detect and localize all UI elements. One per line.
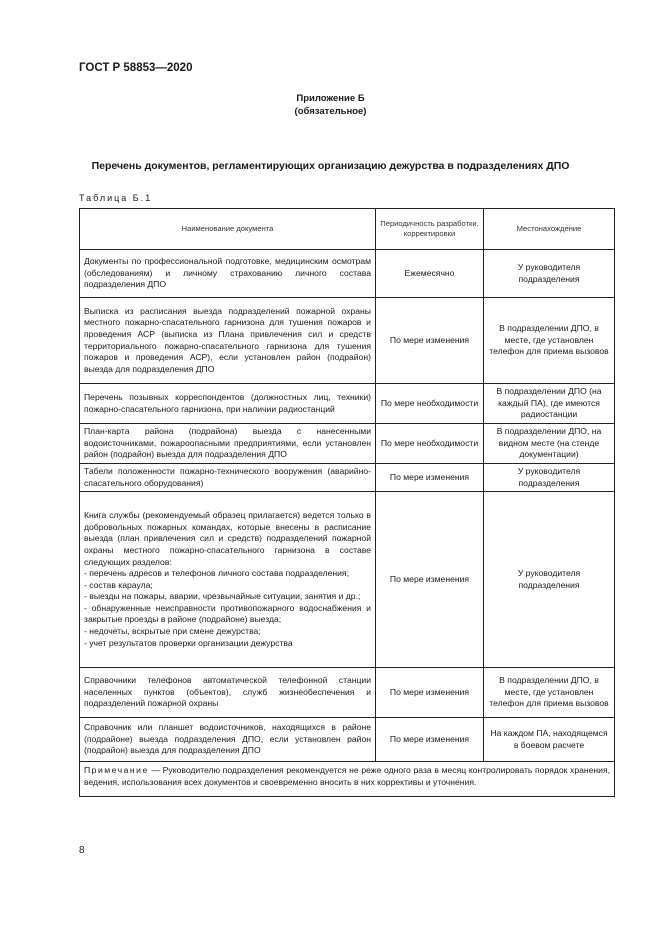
column-header-location: Местонахождение — [484, 209, 615, 250]
period-cell: По мере изменения — [376, 492, 484, 668]
period-cell: По мере необходимости — [376, 424, 484, 464]
location-cell: У руководителя подразделения — [484, 250, 615, 298]
table-row — [80, 492, 615, 668]
table-body — [80, 250, 615, 762]
period-cell: По мере изменения — [376, 668, 484, 718]
location-cell: У руководителя подразделения — [484, 464, 615, 492]
appendix-heading — [0, 92, 661, 118]
period-cell: Ежемесячно — [376, 250, 484, 298]
table-row — [80, 384, 615, 424]
table-label: Таблица Б.1 — [79, 193, 153, 203]
appendix-title: Приложение Б — [296, 93, 365, 104]
note-label: Примечание — [84, 765, 149, 776]
document-name-cell: Перечень позывных корреспондентов (должностных лиц, техники) пожарно-спасательного гарнизона, при наличии радиостанций — [80, 384, 376, 424]
document-title: Перечень документов, регламентирующих организацию дежурства в подразделениях ДПО — [91, 160, 570, 172]
location-cell: В подразделении ДПО, в месте, где установлен телефон для приема вызовов — [484, 668, 615, 718]
table-row — [80, 424, 615, 464]
table-row — [80, 668, 615, 718]
documents-table — [79, 208, 615, 797]
document-name-cell: Справочники телефонов автоматической телефонной станции населенных пунктов (объектов), служб жизнеобеспечения и подразделений пожарной охраны — [80, 668, 376, 718]
column-header-name: Наименование документа — [80, 209, 376, 250]
table-header-row — [80, 209, 615, 250]
period-cell: По мере изменения — [376, 298, 484, 384]
document-name-cell: План-карта района (подрайона) выезда с нанесенными водоисточниками, пожароопасными предприятиями, если установлен район (подрайон) выезда для подразделения ДПО — [80, 424, 376, 464]
table-note-row — [80, 762, 615, 797]
location-cell: В подразделении ДПО, в месте, где установлен телефон для приема вызовов — [484, 298, 615, 384]
location-cell: На каждом ПА, находящемся в боевом расчете — [484, 718, 615, 762]
period-cell: По мере изменения — [376, 464, 484, 492]
column-header-period: Периодичность разработки, корректировки — [376, 209, 484, 250]
appendix-subtitle: (обязательное) — [294, 106, 367, 117]
page-header: ГОСТ Р 58853—2020 — [79, 62, 193, 74]
table-row — [80, 718, 615, 762]
table-note — [80, 762, 615, 797]
document-name-cell: Табели положенности пожарно-технического вооружения (аварийно-спасательного оборудования) — [80, 464, 376, 492]
location-cell: В подразделении ДПО (на каждый ПА), где имеются радиостанции — [484, 384, 615, 424]
document-name-cell: Документы по профессиональной подготовке, медицинским осмотрам (обследованиям) и личному страхованию личного состава подразделения ДПО — [80, 250, 376, 298]
period-cell: По мере изменения — [376, 718, 484, 762]
document-name-cell: Выписка из расписания выезда подразделений пожарной охраны местного пожарно-спасательного гарнизона для тушения пожаров и проведения АСР (выписка из Плана привлечения сил и средств территориального пожарно-спасательного гарнизона для тушения пожаров и проведения АСР), если установлен район (подрайон) выезда для подразделения ДПО — [80, 298, 376, 384]
table-row — [80, 250, 615, 298]
document-name-cell: Справочник или планшет водоисточников, находящихся в районе (подрайоне) выезда подразделения ДПО, если установлен район (подрайон) выезда для подразделения ДПО — [80, 718, 376, 762]
table-row — [80, 464, 615, 492]
location-cell: У руководителя подразделения — [484, 492, 615, 668]
document-name-cell: Книга службы (рекомендуемый образец прилагается) ведется только в добровольных пожарных командах, которые внесены в расписание выезда (план привлечения сил и средств) подразделений пожарной охраны местного пожарно-спасательного гарнизона в составе следующих разделов: - перечень адресов и телефонов личного состава подразделения; - состав караула; - выезды на пожары, аварии, чрезвычайные ситуации, занятия и др.; - обнаруженные неисправности противопожарного водоснабжения и закрытые проезды в районе (подрайоне) выезда; - недочеты, вскрытые при смене дежурства; - учет результатов проверки организации дежурства — [80, 492, 376, 668]
location-cell: В подразделении ДПО, на видном месте (на стенде документации) — [484, 424, 615, 464]
page-number: 8 — [79, 845, 85, 856]
table-row — [80, 298, 615, 384]
note-text: — Руководителю подразделения рекомендуется не реже одного раза в месяц контролировать порядок хранения, ведения, использования всех документов и своевременно вносить в них коррективы и уточнения. — [84, 765, 610, 787]
period-cell: По мере необходимости — [376, 384, 484, 424]
